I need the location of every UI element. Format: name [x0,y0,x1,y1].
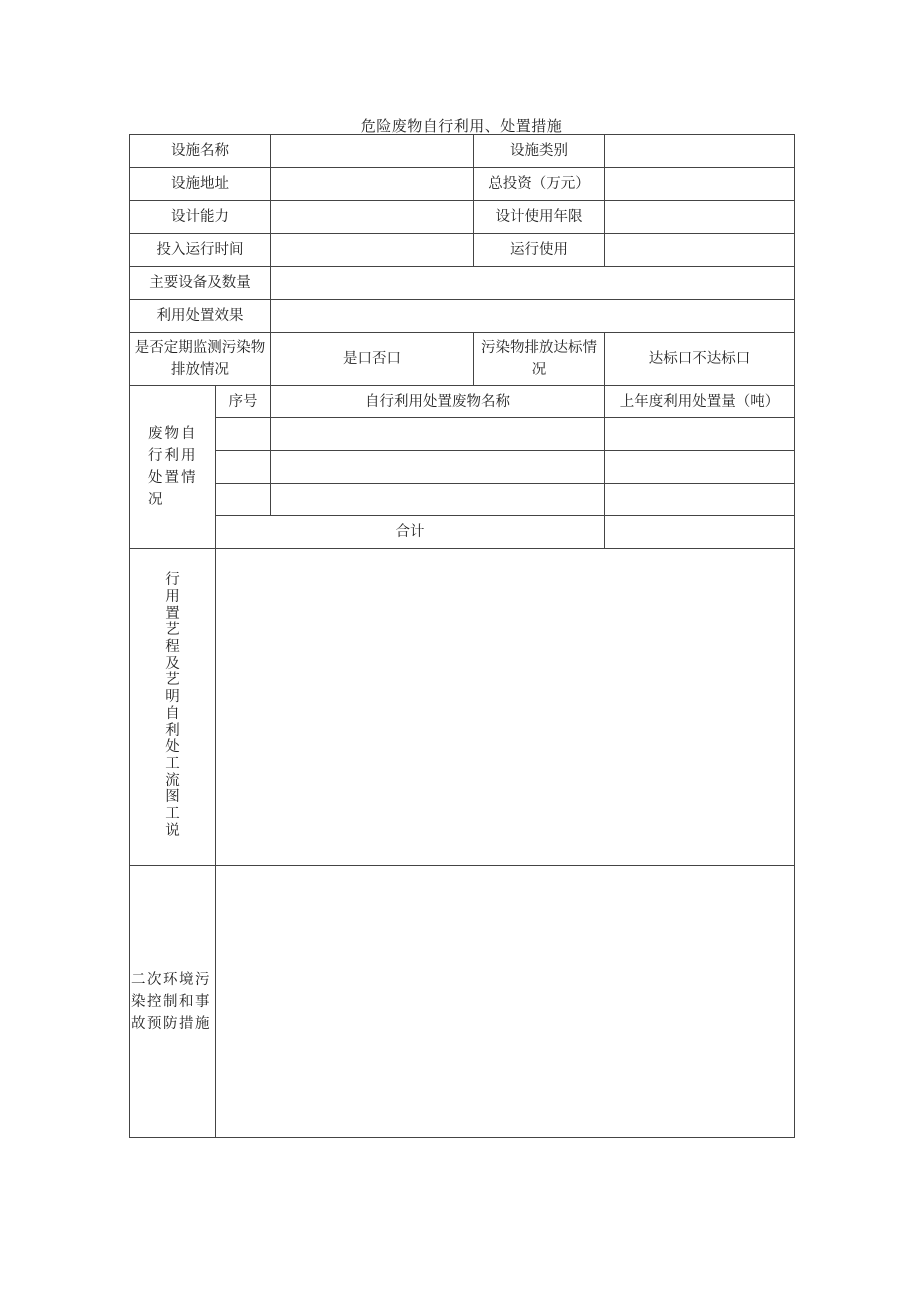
table-row [130,451,795,484]
facility-type-field[interactable] [605,135,795,168]
operation-use-label: 运行使用 [474,234,605,267]
waste-row-1-name[interactable] [271,418,605,451]
waste-row-3-no[interactable] [216,484,271,516]
commission-time-label: 投入运行时间 [130,234,271,267]
waste-row-3-name[interactable] [271,484,605,516]
total-investment-label: 总投资（万元） [474,168,605,201]
waste-row-2-amount[interactable] [605,451,795,484]
row-disposal-effect [130,300,795,333]
pollution-label-cell [130,866,216,1138]
commission-time-field[interactable] [271,234,474,267]
disposal-effect-label: 利用处置效果 [130,300,271,333]
regular-monitoring-label [130,333,271,386]
main-equipment-field[interactable] [271,267,795,300]
waste-section-label: 废物自行利用处置情况 [148,426,198,508]
pollution-control-field[interactable] [216,866,795,1138]
design-life-label: 设计使用年限 [474,201,605,234]
facility-address-label: 设施地址 [130,168,271,201]
row-waste-total [130,516,795,549]
row-facility-address [130,168,795,201]
process-section-label: 行用置艺程及艺明自利处工流图工说 [165,572,180,839]
row-pollution-control [130,866,795,1138]
disposal-effect-field[interactable] [271,300,795,333]
row-main-equipment [130,267,795,300]
col-no-header: 序号 [216,386,271,418]
process-description-field[interactable] [216,549,795,866]
emission-compliance-options[interactable]: 达标口不达标口 [605,333,795,386]
waste-row-1-no[interactable] [216,418,271,451]
page-title: 危险废物自行利用、处置措施 [360,117,563,135]
regular-monitoring-text: 是否定期监测污染物排放情况 [134,340,266,378]
disposal-form-table [129,134,795,1138]
main-equipment-label: 主要设备及数量 [130,267,271,300]
table-row [130,484,795,516]
row-facility-name [130,135,795,168]
row-process [130,549,795,866]
emission-compliance-label [474,333,605,386]
row-waste-header [130,386,795,418]
row-commission-time [130,234,795,267]
waste-row-3-amount[interactable] [605,484,795,516]
pollution-section-label: 二次环境污染控制和事故预防措施 [131,971,211,1032]
design-life-field[interactable] [605,201,795,234]
total-label: 合计 [216,516,605,549]
row-design-capacity [130,201,795,234]
design-capacity-label: 设计能力 [130,201,271,234]
regular-monitoring-options[interactable]: 是口否口 [271,333,474,386]
total-investment-field[interactable] [605,168,795,201]
total-amount-field[interactable] [605,516,795,549]
facility-name-field[interactable] [271,135,474,168]
col-amount-header: 上年度利用处置量（吨） [605,386,795,418]
process-label-cell [130,549,216,866]
waste-row-2-no[interactable] [216,451,271,484]
facility-name-label: 设施名称 [130,135,271,168]
waste-section-label-cell [130,386,216,549]
waste-row-1-amount[interactable] [605,418,795,451]
facility-type-label: 设施类别 [474,135,605,168]
facility-address-field[interactable] [271,168,474,201]
col-name-header: 自行利用处置废物名称 [271,386,605,418]
waste-row-2-name[interactable] [271,451,605,484]
operation-use-field[interactable] [605,234,795,267]
design-capacity-field[interactable] [271,201,474,234]
emission-compliance-text: 污染物排放达标情况 [481,340,597,378]
row-monitoring [130,333,795,386]
table-row [130,418,795,451]
